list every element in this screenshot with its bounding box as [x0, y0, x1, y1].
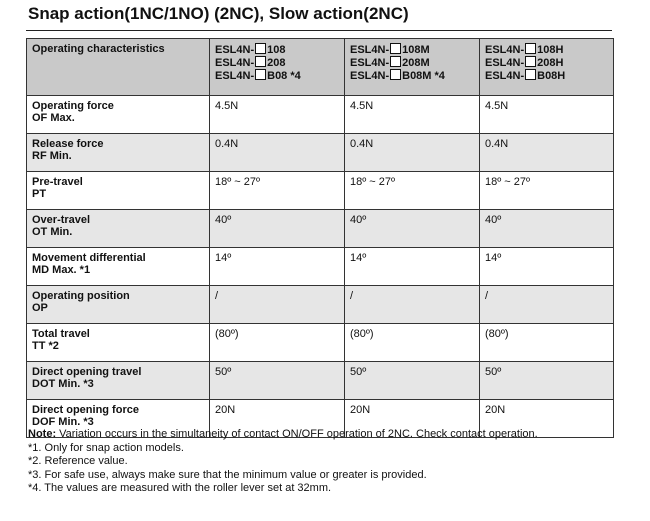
title-divider — [26, 30, 612, 31]
characteristic-name — [27, 362, 210, 400]
value-cell: 40º — [480, 210, 614, 248]
characteristic-name — [27, 324, 210, 362]
table-row — [27, 172, 614, 210]
header-operating-characteristics: Operating characteristics — [27, 39, 210, 96]
model-number: ESL4N- 208M — [350, 57, 430, 69]
value-cell: 4.5N — [480, 96, 614, 134]
characteristic-name — [27, 134, 210, 172]
table-row — [27, 96, 614, 134]
characteristic-label: Direct opening travel — [32, 366, 142, 378]
placeholder-box-icon — [525, 43, 536, 54]
value-cell: 14º — [210, 248, 345, 286]
model-number: ESL4N- B08 *4 — [215, 70, 301, 82]
value-cell: 4.5N — [345, 96, 480, 134]
value-cell: 18º ~ 27º — [210, 172, 345, 210]
value-cell: 18º ~ 27º — [480, 172, 614, 210]
value-cell: 0.4N — [210, 134, 345, 172]
value-cell: 50º — [210, 362, 345, 400]
characteristic-symbol: OP — [32, 302, 48, 314]
value-cell: 20N — [480, 400, 614, 438]
placeholder-box-icon — [525, 69, 536, 80]
placeholder-box-icon — [525, 56, 536, 67]
value-cell: (80º) — [345, 324, 480, 362]
characteristic-name — [27, 286, 210, 324]
model-number: ESL4N- 208H — [485, 57, 564, 69]
page-title: Snap action(1NC/1NO) (2NC), Slow action(2NC) — [28, 4, 409, 23]
characteristic-symbol: PT — [32, 188, 47, 200]
value-cell: / — [210, 286, 345, 324]
value-cell: 40º — [345, 210, 480, 248]
value-cell: / — [345, 286, 480, 324]
characteristic-symbol: DOT Min. *3 — [32, 378, 94, 390]
value-cell: 14º — [345, 248, 480, 286]
value-cell: 0.4N — [345, 134, 480, 172]
footnote-4: *4. The values are measured with the roller lever set at 32mm. — [28, 482, 332, 494]
characteristic-symbol: MD Max. *1 — [32, 264, 91, 276]
value-cell: 20N — [345, 400, 480, 438]
table-header-row — [27, 39, 614, 96]
characteristic-label: Pre-travel — [32, 176, 83, 188]
characteristic-symbol: OF Max. — [32, 112, 75, 124]
model-number: ESL4N- 108M — [350, 44, 430, 56]
table-row — [27, 286, 614, 324]
characteristic-label: Over-travel — [32, 214, 91, 226]
placeholder-box-icon — [390, 56, 401, 67]
model-number: ESL4N- 108H — [485, 44, 564, 56]
model-number: ESL4N- 208 — [215, 57, 286, 69]
placeholder-box-icon — [390, 43, 401, 54]
footnote-1: *1. Only for snap action models. — [28, 441, 184, 454]
placeholder-box-icon — [255, 43, 266, 54]
characteristic-label: Release force — [32, 138, 104, 150]
model-number: ESL4N- B08M *4 — [350, 70, 445, 82]
characteristic-symbol: TT *2 — [32, 340, 59, 352]
characteristic-label: Operating position — [32, 290, 130, 302]
value-cell: (80º) — [480, 324, 614, 362]
value-cell: 4.5N — [210, 96, 345, 134]
header-models-h — [480, 39, 614, 96]
value-cell: (80º) — [210, 324, 345, 362]
value-cell: 50º — [345, 362, 480, 400]
characteristic-symbol: OT Min. — [32, 226, 73, 238]
header-models-m — [345, 39, 480, 96]
characteristic-label: Total travel — [32, 328, 90, 340]
value-cell: 14º — [480, 248, 614, 286]
table-row — [27, 248, 614, 286]
header-models-standard — [210, 39, 345, 96]
placeholder-box-icon — [255, 69, 266, 80]
value-cell: 0.4N — [480, 134, 614, 172]
model-number: ESL4N- 108 — [215, 44, 286, 56]
characteristic-symbol: DOF Min. *3 — [32, 416, 94, 428]
placeholder-box-icon — [390, 69, 401, 80]
footnote-3: *3. For safe use, always make sure that the minimum value or greater is provided. — [28, 468, 427, 481]
operating-characteristics-table — [26, 38, 614, 438]
placeholder-box-icon — [255, 56, 266, 67]
value-cell: 40º — [210, 210, 345, 248]
characteristic-name — [27, 172, 210, 210]
characteristic-name — [27, 248, 210, 286]
model-number: ESL4N- B08H — [485, 70, 566, 82]
value-cell: 18º ~ 27º — [345, 172, 480, 210]
value-cell: 50º — [480, 362, 614, 400]
value-cell: 20N — [210, 400, 345, 438]
characteristic-name — [27, 96, 210, 134]
table-row — [27, 324, 614, 362]
characteristic-label: Movement differential — [32, 252, 146, 264]
characteristic-label: Operating force — [32, 100, 114, 112]
note-line — [28, 428, 538, 442]
table-row — [27, 210, 614, 248]
notes-section — [28, 428, 538, 496]
value-cell: / — [480, 286, 614, 324]
characteristic-symbol: RF Min. — [32, 150, 72, 162]
table-row — [27, 362, 614, 400]
footnote-2: *2. Reference value. — [28, 455, 128, 467]
note-label: Note: — [28, 428, 57, 440]
characteristic-label: Direct opening force — [32, 404, 139, 416]
table-row — [27, 134, 614, 172]
note-text: Variation occurs in the simultaneity of contact ON/OFF operation of 2NC. Check contact operation. — [56, 428, 538, 440]
characteristic-name — [27, 210, 210, 248]
